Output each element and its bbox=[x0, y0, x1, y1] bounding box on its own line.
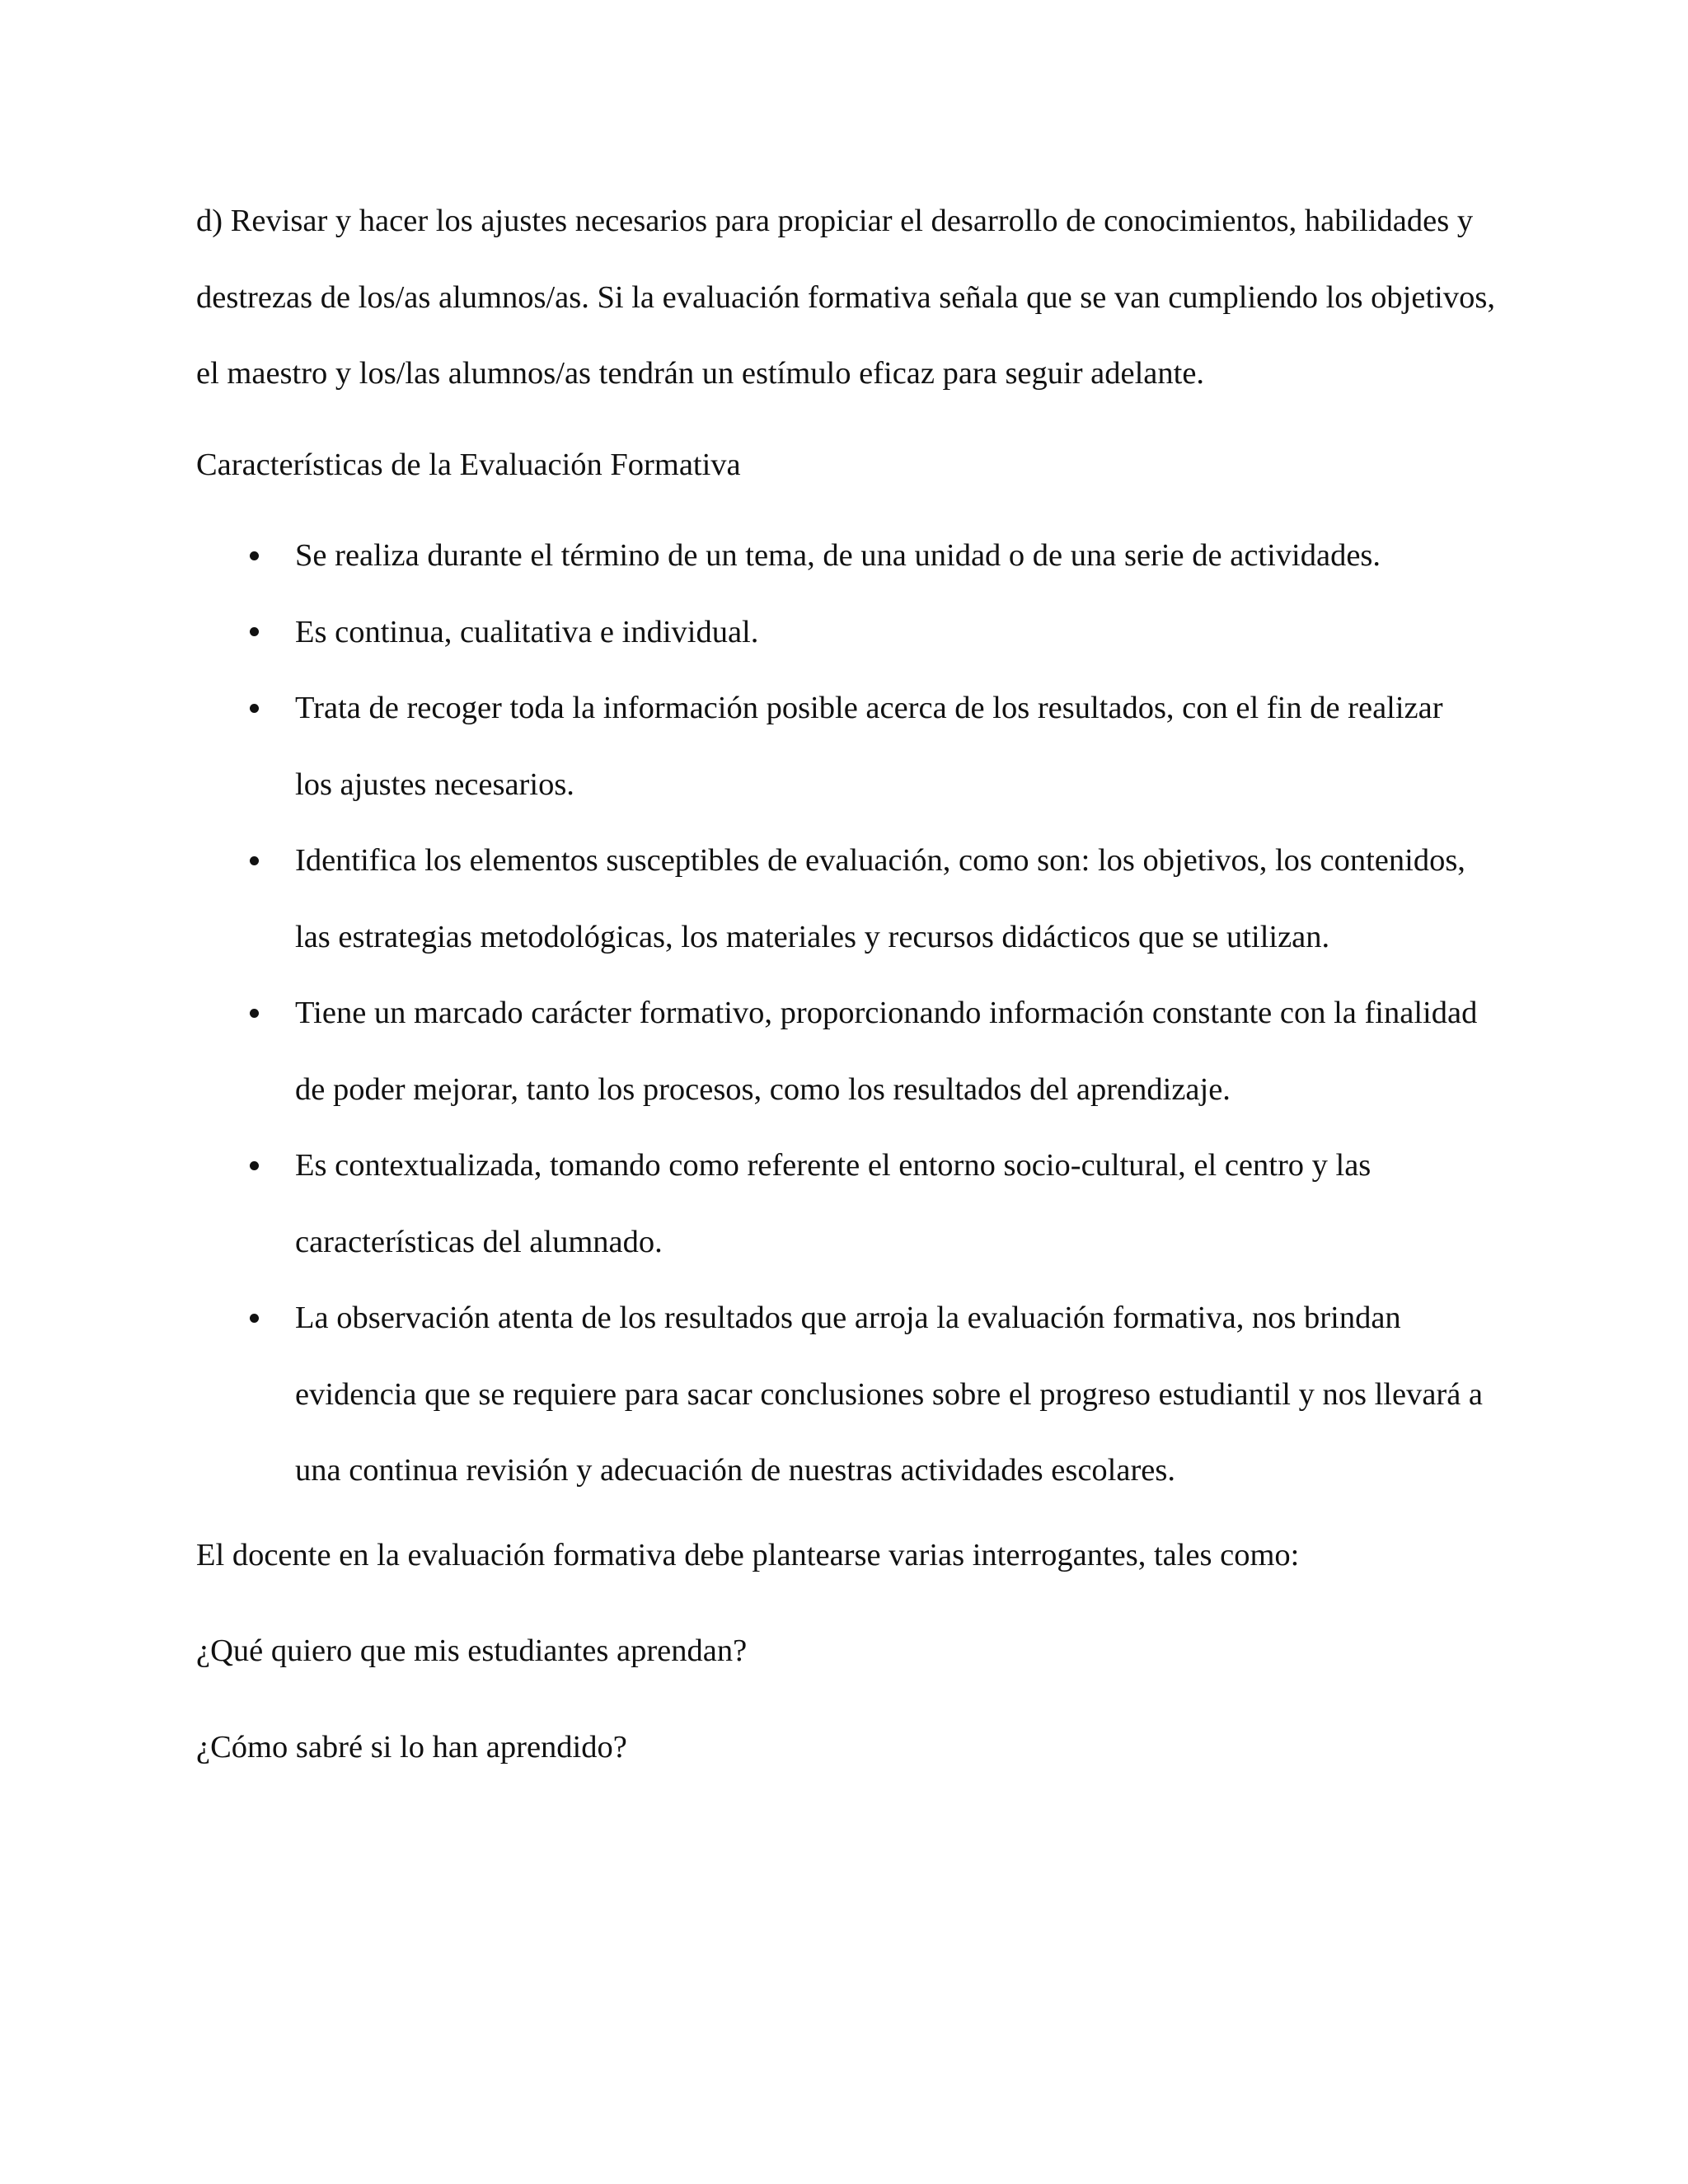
teacher-intro: El docente en la evaluación formativa debe plantearse varias interrogantes, tales como: bbox=[196, 1537, 1300, 1572]
bullet-icon bbox=[246, 1280, 262, 1357]
section-heading: Características de la Evaluación Formativa bbox=[196, 447, 741, 482]
list-item bbox=[196, 1280, 1515, 1509]
bullet-icon bbox=[246, 594, 262, 671]
list-item-text: Tiene un marcado carácter formativo, proporcionando información constante con la finalidad de poder mejorar, tanto los procesos, como los resultados del aprendizaje. bbox=[295, 996, 1478, 1107]
list-item-text: Se realiza durante el término de un tema, de una unidad o de una serie de actividades. bbox=[295, 538, 1381, 573]
list-item bbox=[196, 518, 1515, 594]
list-item bbox=[196, 670, 1515, 823]
paragraph-d: d) Revisar y hacer los ajustes necesarios para propiciar el desarrollo de conocimientos, habilidades y destrezas de los/as alumnos/as. Si la evaluación formativa señala que se van cumpliendo los objetivos, el maestro y los/las alumnos/as tendrán un estímulo eficaz para seguir adelante. bbox=[196, 204, 1495, 391]
list-item-text: La observación atenta de los resultados que arroja la evaluación formativa, nos brindan evidencia que se requiere para sacar conclusiones sobre el progreso estudiantil y nos llevará a una continua revisión y adecuación de nuestras actividades escolares. bbox=[295, 1301, 1484, 1488]
list-item bbox=[196, 975, 1515, 1127]
list-item bbox=[196, 823, 1515, 975]
bullet-icon bbox=[246, 975, 262, 1052]
list-item-text: Es continua, cualitativa e individual. bbox=[295, 614, 759, 649]
list-item-text: Trata de recoger toda la información posible acerca de los resultados, con el fin de realizar los ajustes necesarios. bbox=[295, 691, 1443, 802]
list-item-text: Identifica los elementos susceptibles de evaluación, como son: los objetivos, los contenidos, las estrategias metodológicas, los materiales y recursos didácticos que se utilizan. bbox=[295, 843, 1465, 954]
question-2: ¿Cómo sabré si lo han aprendido? bbox=[196, 1729, 627, 1765]
list-item bbox=[196, 594, 1515, 671]
list-item bbox=[196, 1127, 1515, 1280]
characteristics-list bbox=[196, 518, 1515, 1509]
bullet-icon bbox=[246, 823, 262, 899]
document-body bbox=[196, 183, 1515, 1785]
bullet-icon bbox=[246, 518, 262, 594]
bullet-icon bbox=[246, 1127, 262, 1204]
question-1: ¿Qué quiero que mis estudiantes aprendan? bbox=[196, 1633, 748, 1668]
list-item-text: Es contextualizada, tomando como referente el entorno socio-cultural, el centro y las características del alumnado. bbox=[295, 1148, 1372, 1259]
bullet-icon bbox=[246, 670, 262, 747]
